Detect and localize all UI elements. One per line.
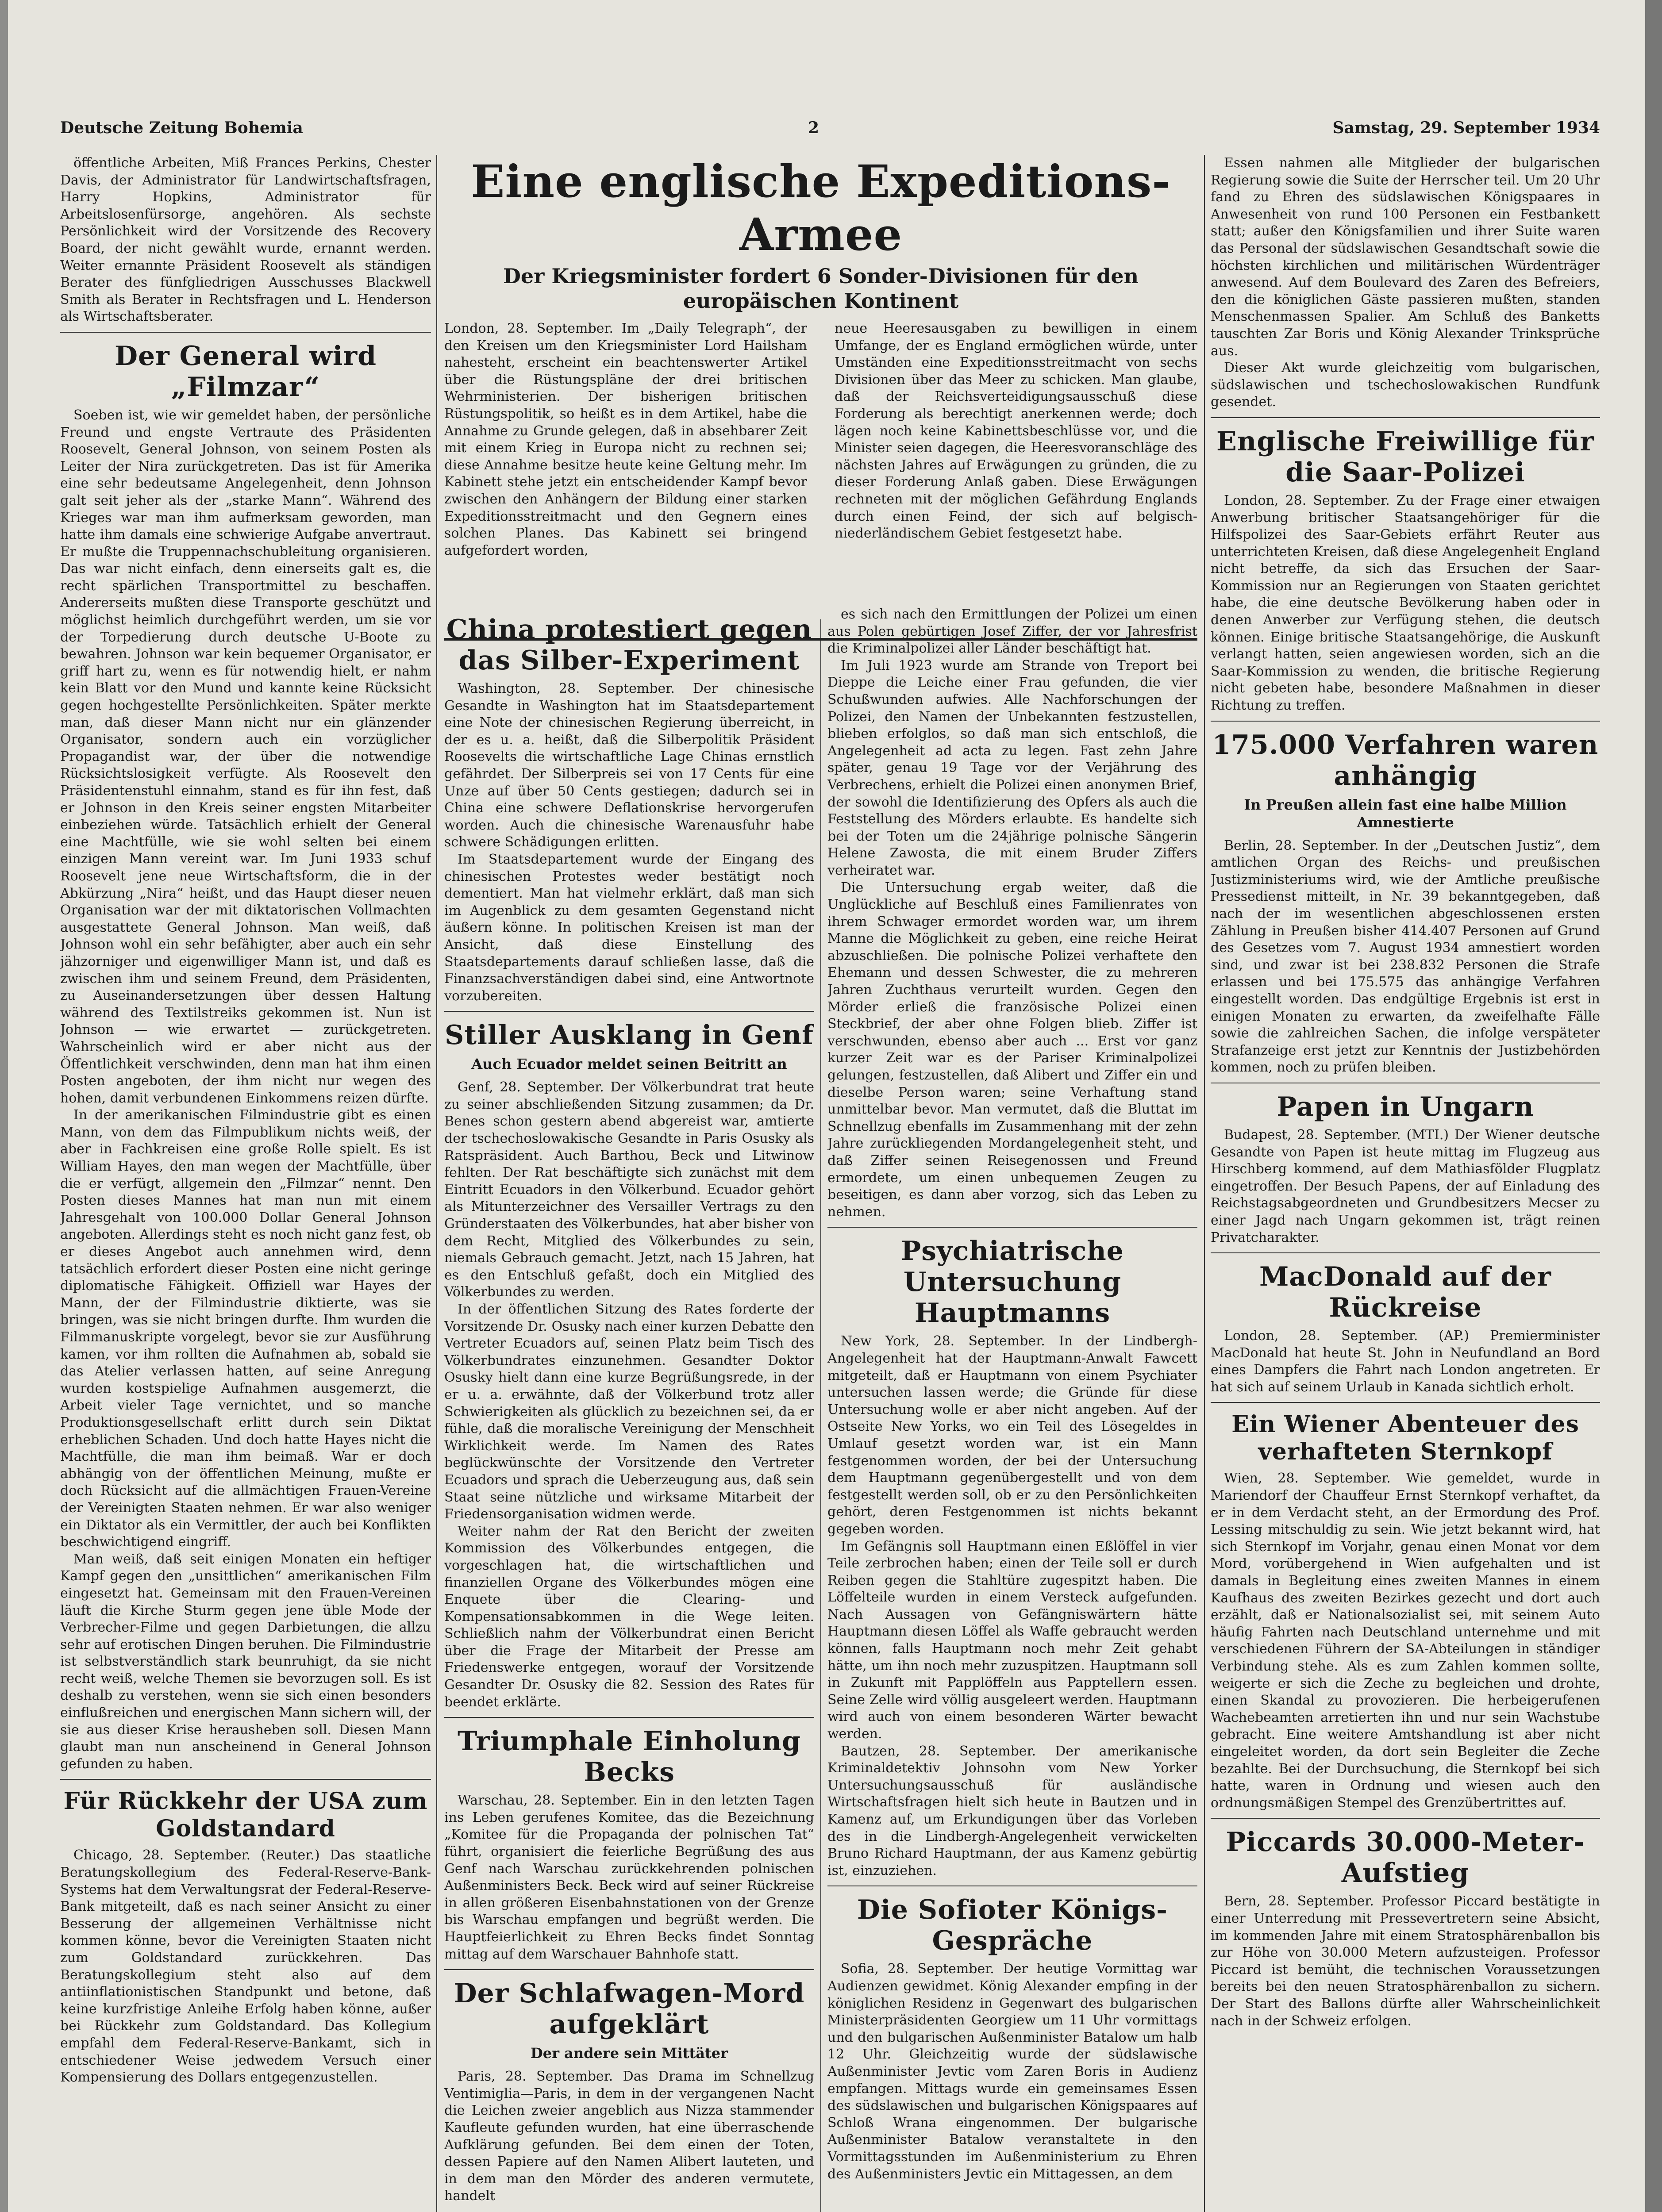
scan-edge	[1645, 0, 1662, 2212]
article-headline: Englische Freiwillige für die Saar-Polizei	[1216, 426, 1594, 488]
column-4	[1211, 155, 1600, 2212]
article-paragraph: New York, 28. September. In der Lindbergh-Angelegenheit hat der Hauptmann-Anwalt Fawcett mitgeteilt, daß er Hauptmann von einem Psychiater untersuchen lassen werde; die Gründe für diese Untersuchung wolle er aber nicht angeben. Auf der Ostseite New Yorks, wo ein Teil des Lösegeldes in Umlauf gesetzt worden war, ist ein Mann festgenommen worden, der bei der Untersuchung dem Hauptmann gegenübergestellt und von dem festgestellt werden soll, ob er zu den Persönlichkeiten gehört, deren Festgenommen ist nichts bekannt gegeben worden.	[827, 1333, 1197, 1537]
article-headline: Psychiatrische Untersuchung Hauptmanns	[901, 1236, 1124, 1329]
article-paragraph: Berlin, 28. September. In der „Deutschen Justiz“, dem amtlichen Organ des Reichs- und preußischen Justizministeriums wird, wie der Amtliche preußische Pressedienst mitteilt, in Nr. 39 bekanntgegeben, daß nach der im wesentlichen abgeschlossenen ersten Zählung in Preußen bisher 414.407 Personen auf Grund des Gesetzes vom 7. August 1934 amnestiert worden sind, und zwar ist bei 238.832 Personen die Strafe erlassen und bei 175.575 das anhängige Verfahren eingestellt worden. Das endgültige Ergebnis ist erst in einigen Monaten zu erwarten, da zweifelhafte Fälle sowie die zahlreichen Sachen, die infolge verspäteter Strafanzeige erst jetzt zur Kenntnis der Justizbehörden kommen, noch zu prüfen bleiben.	[1211, 837, 1600, 1075]
article-paragraph: Genf, 28. September. Der Völkerbundrat trat heute zu seiner abschließenden Sitzung zusammen; da Dr. Benes schon gestern abend abgereist war, amtierte der tschechoslowakische Gesandte in Paris Osusky als Ratspräsident. Auch Barthou, Beck und Litwinow fehlten. Der Rat beschäftigte sich zunächst mit dem Eintritt Ecuadors in den Völkerbund. Ecuador gehört als Mitunterzeichner des Versailler Vertrags zu den Gründerstaaten des Völkerbundes, hat aber bisher von dem Recht, Mitglied des Völkerbundes zu sein, niemals Gebrauch gemacht. Jetzt, nach 15 Jahren, hat es den Entschluß gefaßt, doch ein Mitglied des Völkerbundes zu werden.	[444, 1079, 814, 1300]
column-2	[444, 606, 814, 2212]
article-headline: Triumphale Einholung Becks	[458, 1726, 801, 1788]
article-headline: Die Sofioter Königs-Gespräche	[857, 1894, 1168, 1957]
divider	[1211, 1818, 1600, 1819]
article-headline: 175.000 Verfahren waren anhängig	[1212, 729, 1599, 791]
paper-name: Deutsche Zeitung Bohemia	[60, 119, 303, 137]
article-paragraph: In der öffentlichen Sitzung des Rates forderte der Vorsitzende Dr. Osusky nach einer kurzen Debatte den Vertreter Ecuadors auf, seinen Platz beim Tisch des Völkerbundrates einzunehmen. Gesandter Doktor Osusky hielt dann eine kurze Begrüßungsrede, in der er u. a. erwähnte, daß der Völkerbund trotz aller Schwierigkeiten als glücklich zu bezeichnen sei, da er fühle, daß die moralische Vereinigung der Menschheit Wirklichkeit werde. Im Namen des Rates beglückwünschte der Vorsitzende den Vertreter Ecuadors und sprach die Ueberzeugung aus, daß sein Staat seine nützliche und wirksame Mitarbeit der Friedensorganisation widmen werde.	[444, 1302, 814, 1522]
banner-headline: Eine englische Expeditions-Armee	[471, 155, 1171, 261]
article-subheadline: In Preußen allein fast eine halbe Million Amnestierte	[1244, 796, 1567, 831]
article-paragraph: Washington, 28. September. Der chinesische Gesandte in Washington hat im Staatsdepartement eine Note der chinesischen Regierung überreicht, in der es u. a. heißt, daß die Silberpolitik Präsident Roosevelts die wirtschaftliche Lage Chinas ernstlich gefährdet. Der Silberpreis sei von 17 Cents für eine Unze auf über 50 Cents gestiegen; dadurch sei in China eine schwere Deflationskrise hervorgerufen worden. Auch die chinesische Warenausfuhr habe schwere Schädigungen erlitten.	[444, 681, 814, 850]
divider	[444, 1011, 814, 1012]
article-headline: Für Rückkehr der USA zum Goldstandard	[63, 1788, 428, 1843]
article-paragraph: Weiter nahm der Rat den Bericht der zweiten Kommission des Völkerbundes entgegen, die vorgeschlagen hat, die wirtschaftlichen und finanziellen Organe des Völkerbundes mögen eine Enquete über die Clearing- und Kompensationsabkommen in die Wege leiten. Schließlich nahm der Völkerbundrat einen Bericht über die Frage der Mitarbeit der Presse am Friedenswerke entgegen, worauf der Vorsitzende Gesandter Dr. Osusky die 82. Session des Rates für beendet erklärte.	[444, 1523, 814, 1710]
column-rule	[436, 155, 437, 2212]
article-paragraph: Im Gefängnis soll Hauptmann einen Eßlöffel in vier Teile zerbrochen haben; einen der Teile soll er durch Reiben gegen die Stahltüre zugespitzt haben. Die Löffelteile wurden in einem Versteck aufgefunden. Nach Aussagen von Gefängniswärtern hätte Hauptmann diesen Löffel als Waffe gebraucht werden können, falls Hauptmann noch mehr Zeit gehabt hätte, um ihn noch mehr zuzuspitzen. Hauptmann soll in Zukunft mit Papplöffeln aus Papptellern essen. Seine Zelle wird völlig ausgeleert werden. Hauptmann wird auch von einem besonderen Wärter bewacht werden.	[827, 1538, 1197, 1742]
article-paragraph: Sofia, 28. September. Der heutige Vormittag war Audienzen gewidmet. König Alexander empfing in der königlichen Residenz in Gegenwart des bulgarischen Ministerpräsidenten Georgiew um 11 Uhr vormittags und den bulgarischen Außenminister Batalow um halb 12 Uhr. Gleichzeitig wurde der südslawische Außenminister Jevtic vom Zaren Boris in Audienz empfangen. Mittags wurde ein gemeinsames Essen des südslawischen und bulgarischen Königspaares auf Schloß Wrana eingenommen. Der bulgarische Außenminister Batalow veranstaltete in den Vormittagsstunden im Außenministerium zu Ehren des Außenministers Jevtic ein Mittagessen, an dem	[827, 1961, 1197, 2182]
issue-date: Samstag, 29. September 1934	[1332, 119, 1600, 137]
article-paragraph: Budapest, 28. September. (MTI.) Der Wiener deutsche Gesandte von Papen ist heute mittag im Flugzeug aus Hirschberg kommend, auf dem Mathiasfölder Flugplatz eingetroffen. Der Besuch Papens, der auf Einladung des Reichstagsabgeordneten und Grundbesitzers Mecser zu einer Jagd nach Ungarn gekommen ist, trägt reinen Privatcharakter.	[1211, 1127, 1600, 1245]
article-paragraph: In der amerikanischen Filmindustrie gibt es einen Mann, von dem das Filmpublikum nichts weiß, der aber in Fachkreisen eine große Rolle spielt. Es ist William Hayes, den man wegen der Machtfülle, über die er verfügt, allgemein den „Filmzar“ nennt. Den Posten dieses Mannes hat man nun mit einem Jahresgehalt von 100.000 Dollar General Johnson angeboten. Allerdings steht es noch nicht ganz fest, ob er dieses Angebot auch annehmen wird, denn tatsächlich erfordert dieser Posten eine nicht geringe diplomatische Fähigkeit. Offiziell war Hayes der Mann, der der Filmindustrie diktierte, was sie bringen, was sie nicht bringen durfte. Ihm wurden die Filmmanuskripte vorgelegt, bevor sie zur Ausführung kamen, vor ihm rollten die Aufnahmen ab, sobald sie das Atelier verlassen hatten, auf seine Anregung wurden kostspielige Aufnahmen ausgemerzt, die Arbeit vieler Tage vernichtet, und so manche Produktionsgesellschaft erlitt durch sein Diktat erheblichen Schaden. Und doch hatte Hayes nicht die Machtfülle, die man ihm beimaß. War er doch abhängig von der öffentlichen Meinung, mußte er doch Rücksicht auf die allmächtigen Frauen-Vereine der Vereinigten Staaten nehmen. Er war also weniger ein Diktator als ein Vermittler, der auch bei Konflikten beschwichtigend eingriff.	[60, 1107, 431, 1550]
article-headline: Stiller Ausklang in Genf	[445, 1020, 814, 1051]
article-paragraph: London, 28. September. Zu der Frage einer etwaigen Anwerbung britischer Staatsangehöriger für die Hilfspolizei des Saar-Gebiets erfährt Reuter aus unterrichteten Kreisen, daß diese Angelegenheit England nicht betreffe, da sich das Ersuchen der Saar-Kommission nur an Regierungen von Staaten gerichtet habe, die eine deutsche Bevölkerung haben oder in denen Anwerber zur Verfügung stehen, die deutsch können. Einige britische Staatsangehörige, die Auskunft verlangt hatten, seien angewiesen worden, sich an die Saar-Kommission zu wenden, die britische Regierung nicht gebeten habe, besondere Maßnahmen in dieser Richtung zu treffen.	[1211, 492, 1600, 714]
divider	[60, 332, 431, 333]
article-subheadline: Der andere sein Mittäter	[530, 2045, 728, 2062]
divider	[60, 1779, 431, 1780]
divider	[444, 1717, 814, 1718]
article-paragraph: Dieser Akt wurde gleichzeitig vom bulgarischen, südslawischen und tschechoslowakischen Rundfunk gesendet.	[1211, 360, 1600, 410]
page-number: 2	[808, 119, 819, 137]
article-paragraph: London, 28. September. (AP.) Premierminister MacDonald hat heute St. John in Neufundland an Bord eines Dampfers die Fahrt nach London angetreten. Er hat sich auf seinem Urlaub in Kanada sichtlich erholt.	[1211, 1328, 1600, 1395]
banner-subheadline: Der Kriegsminister fordert 6 Sonder-Divisionen für den europäischen Kontinent	[503, 264, 1139, 313]
article-paragraph: Chicago, 28. September. (Reuter.) Das staatliche Beratungskollegium des Federal-Reserve-Bank-Systems hat dem Verwaltungsrat der Federal-Reserve-Bank mitgeteilt, daß es nach seiner Ansicht zu einer Besserung der allgemeinen Verhältnisse nicht kommen könne, bevor die Vereinigten Staaten nicht zum Goldstandard zurückkehren. Das Beratungskollegium steht also auf dem antiinflationistischen Standpunkt und betone, daß keine kurzfristige Anleihe Erfolg haben könne, außer bei Rückkehr zum Goldstandard. Das Kollegium empfahl dem Federal-Reserve-Bankamt, sich in entschiedener Weise jedwedem Versuch einer Kompensierung des Dollars entgegenzustellen.	[60, 1847, 431, 2085]
article-paragraph: Paris, 28. September. Das Drama im Schnellzug Ventimiglia—Paris, in dem in der vergangenen Nacht die Leichen zweier angeblich aus Nizza stammender Kaufleute gefunden wurden, hat eine überraschende Aufklärung gefunden. Bei dem einen der Toten, dessen Papiere auf den Namen Alibert lauteten, und in dem man den Mörder des anderen vermutete, handelt	[444, 2069, 814, 2204]
article-paragraph: Im Juli 1923 wurde am Strande von Treport bei Dieppe die Leiche einer Frau gefunden, die vier Schußwunden aufwies. Alle Nachforschungen der Polizei, den Namen der Unbekannten festzustellen, blieben erfolglos, so daß man sich entschloß, die Angelegenheit ad acta zu legen. Fast zehn Jahre später, genau 19 Tage vor der Verjährung des Verbrechens, erhielt die Polizei einen anonymen Brief, der sowohl die Identifizierung des Opfers als auch die Feststellung des Mörders erlaubte. Es handelte sich bei der Toten um die 24jährige polnische Sängerin Helene Zawosta, die mit einem Bruder Ziffers verheiratet war.	[827, 657, 1197, 878]
article-paragraph: Bautzen, 28. September. Der amerikanische Kriminaldetektiv Johnsohn vom New Yorker Untersuchungsausschuß für ausländische Wirtschaftsfragen hielt sich heute in Bautzen und in Kamenz auf, um Erkundigungen über das Vorleben des in die Lindbergh-Angelegenheit verwickelten Bruno Richard Hauptmann, der aus Kamenz gebürtig ist, einzuziehen.	[827, 1743, 1197, 1878]
article-paragraph: Warschau, 28. September. Ein in den letzten Tagen ins Leben gerufenes Komitee, das die Bezeichnung „Komitee für die Propaganda der polnischen Tat“ führt, organisiert die feierliche Begrüßung des aus Genf nach Warschau zurückkehrenden polnischen Außenministers Beck. Beck wird auf seiner Rückreise in allen größeren Eisenbahnstationen von der Grenze bis Warschau empfangen und begrüßt werden. Die Hauptfeierlichkeit zu Ehren Becks findet Sonntag mittag auf dem Warschauer Bahnhofe statt.	[444, 1793, 814, 1962]
article-paragraph: Die Untersuchung ergab weiter, daß die Unglückliche auf Beschluß eines Familienrates von ihrem Schwager ermordet worden war, um ihrem Manne die Möglichkeit zu geben, eine reiche Heirat abzuschließen. Die polnische Polizei verhaftete den Ehemann und dessen Schwester, die zu mehreren Jahren Zuchthaus verurteilt wurden. Gegen den Mörder erließ die französische Polizei einen Steckbrief, der aber ohne Folgen blieb. Ziffer ist verschwunden, ebenso aber auch ... Erst vor ganz kurzer Zeit war es der Pariser Kriminalpolizei gelungen, festzustellen, daß Alibert und Ziffer ein und dieselbe Person waren; seine Verhaftung stand unmittelbar bevor. Man vermutet, daß die Bluttat im Schnellzug ebenfalls im Zusammenhang mit der zehn Jahre zurückliegenden Mordangelegenheit steht, und daß Ziffer seinen Reisegenossen und Freund ermordete, um einen unbequemen Zeugen zu beseitigen, es dann aber vorzog, sich das Leben zu nehmen.	[827, 879, 1197, 1220]
article-headline: China protestiert gegen das Silber-Experiment	[446, 614, 812, 676]
divider	[1211, 417, 1600, 418]
divider	[827, 1227, 1197, 1228]
column-rule	[820, 619, 821, 2212]
article-subheadline: Auch Ecuador meldet seinen Beitritt an	[471, 1056, 787, 1073]
article-continuation: öffentliche Arbeiten, Miß Frances Perkins, Chester Davis, der Administrator für Landwirtschaftsfragen, Harry Hopkins, Administrator für Arbeitslosenfürsorge, angehören. Als sechste Persönlichkeit wird der Vorsitzende des Recovery Board, der nicht gewählt wurde, ernannt werden. Weiter ernannte Präsident Roosevelt als ständigen Berater des fünfgliedrigen Ausschusses Blackwell Smith als Berater in Rechtsfragen und L. Henderson als Wirtschaftsberater.	[60, 155, 431, 325]
article-paragraph: Wien, 28. September. Wie gemeldet, wurde in Mariendorf der Chauffeur Ernst Sternkopf verhaftet, da er in dem Verdacht steht, an der Ermordung des Prof. Lessing mitschuldig zu sein. Wie jetzt bekannt wird, hat sich Sternkopf im Vorjahr, genau einen Monat vor dem Mord, vorübergehend in Wien aufgehalten und ist damals in Begleitung eines zweiten Mannes in einem Kaufhaus des zweiten Bezirkes gezecht und dort auch erzählt, daß er Nationalsozialist sei, mit seinem Auto häufig Fahrten nach Deutschland unternehme und mit verschiedenen Führern der SA-Abteilungen in ständiger Verbindung stehe. Als es zum Zahlen kommen sollte, weigerte er sich die Zeche zu begleichen und drohte, einen Skandal zu provozieren. Die herbeigerufenen Wachebeamten arretierten ihn und nur sein Wachstube gebracht. Eine weitere Amtshandlung ist aber nicht eingeleitet worden, da dort sein Begleiter die Zeche bezahlte. Bei der Durchsuchung, die Sternkopf bei sich hatte, waren in Ordnung und wiesen auch den ordnungsmäßigen Stempel des Grenzübertrittes auf.	[1211, 1471, 1600, 1811]
banner-article	[444, 155, 1197, 606]
column-1	[60, 155, 431, 2212]
article-headline: Der Schlafwagen-Mord aufgeklärt	[454, 1978, 805, 2040]
article-paragraph: Bern, 28. September. Professor Piccard bestätigte in einer Unterredung mit Pressevertretern seine Absicht, im kommenden Jahre mit einem Stratosphärenballon bis zur Höhe von 30.000 Metern aufzusteigen. Professor Piccard ist bemüht, die technischen Voraussetzungen bereits bei den neuen Stratosphärenballon zu sichern. Der Start des Ballons dürfte aller Wahrscheinlichkeit nach in der Schweiz erfolgen.	[1211, 1893, 1600, 2029]
banner-text-left: London, 28. September. Im „Daily Telegraph“, der den Kreisen um den Kriegsminister Lord Hailsham nahesteht, erscheint ein beachtenswerter Artikel über die Rüstungspläne der drei britischen Wehrministerien. Der bisherigen britischen Rüstungspolitik, so heißt es in dem Artikel, habe die Annahme zu Grunde gelegen, daß in absehbarer Zeit mit einem Krieg in Europa nicht zu rechnen sei; diese Annahme besitze heute keine Geltung mehr. Im Kabinett stehe jetzt ein entscheidender Kampf bevor zwischen den Anhängern der Bildung einer starken Expeditionsstreitmacht und den Gegnern eines solchen Planes. Das Kabinett sei bringend aufgefordert worden,	[444, 321, 807, 558]
article-headline: Piccards 30.000-Meter-Aufstieg	[1226, 1827, 1585, 1889]
column-rule	[1204, 155, 1205, 2212]
article-paragraph: Soeben ist, wie wir gemeldet haben, der persönliche Freund und engste Vertraute des Präsidenten Roosevelt, General Johnson, von seinem Posten als Leiter der Nira zurückgetreten. Das ist für Amerika eine sehr bedeutsame Angelegenheit, denn Johnson galt seit jeher als der „starke Mann“. Während des Krieges war man ihm aufmerksam geworden, man hatte ihm damals eine schwierige Aufgabe anvertraut. Er mußte die Truppennachschubleitung organisieren. Das war nicht einfach, denn einerseits galt es, die recht spärlichen Transportmittel zu beschaffen. Andererseits mußten diese Transporte geschützt und möglichst heimlich durchgeführt werden, um sie vor der Torpedierung durch deutsche U-Boote zu bewahren. Johnson war kein bequemer Organisator, er griff hart zu, wenn es für notwendig hielt, er nahm kein Blatt vor den Mund und kannte keine Rücksicht gegen hochgestellte Persönlichkeiten. Später merkte man, daß dieser Mann nicht nur ein glänzender Organisator, sondern auch ein vorzüglicher Propagandist war, der über die notwendige Rücksichtslosigkeit verfügte. Als Roosevelt den Präsidentenstuhl einnahm, stand es für ihn fest, daß er Johnson in den Kreis seiner engsten Mitarbeiter einbeziehen würde. Tatsächlich erhielt der General eine Machtfülle, wie sie wohl selten bei einem einzigen Mann vereint war. Im Juni 1933 schuf Roosevelt jene neue Wirtschaftsform, die in der Abkürzung „Nira“ heißt, und das Haupt dieser neuen Organisation war der mit diktatorischen Vollmachten ausgestattete General Johnson. Man weiß, daß Johnson wohl ein sehr befähigter, aber auch ein sehr jähzorniger und eigenwilliger Mann ist, und daß es zwischen ihm und seinem Freund, dem Präsidenten, zu Auseinandersetzungen über dessen Haltung während des Textilstreiks gekommen ist. Nun ist Johnson — wie erwartet — zurückgetreten. Wahrscheinlich wird er aber nicht aus der Öffentlichkeit verschwinden, denn man hat ihm einen Posten angeboten, der ihm nicht nur wegen des hohen, damit verbundenen Einkommens reizen dürfte.	[60, 407, 431, 1106]
article-headline: Der General wird „Filmzar“	[114, 340, 377, 403]
divider	[1211, 721, 1600, 722]
newspaper-page	[8, 0, 1645, 2212]
divider	[1211, 1402, 1600, 1403]
article-continuation: Essen nahmen alle Mitglieder der bulgarischen Regierung sowie die Suite der Herrscher teil. Um 20 Uhr fand zu Ehren des südslawischen Königspaares in Anwesenheit von rund 100 Personen ein Festbankett statt; außer den Königsfamilien und ihrer Suite waren das Personal der südslawischen Gesandtschaft sowie die höchsten kirchlichen und militärischen Würdenträger anwesend. Auf dem Boulevard des Zaren des Befreiers, den die königlichen Gäste passieren mußten, standen Menschenmassen Spalier. Am Schluß des Banketts tauschten Zar Boris und König Alexander Trinksprüche aus.	[1211, 155, 1600, 359]
article-paragraph: Man weiß, daß seit einigen Monaten ein heftiger Kampf gegen den „unsittlichen“ amerikanischen Film eingesetzt hat. Gemeinsam mit den Frauen-Vereinen läuft die Kirche Sturm gegen jene üble Mode der Verbrecher-Filme und gegen Darbietungen, die allzu sehr auf erotischen Dingen beruhen. Die Filmindustrie ist selbstverständlich stark beunruhigt, da sie nicht recht weiß, welche Themen sie bevorzugen soll. Es ist deshalb zu verstehen, wenn sie sich einen besonders einflußreichen und energischen Mann sichern will, der sie aus dieser Krise herausheben soll. Diesen Mann glaubt man nun anscheinend in General Johnson gefunden zu haben.	[60, 1551, 431, 1772]
divider	[444, 1969, 814, 1970]
column-3	[827, 606, 1197, 2212]
divider	[1211, 1252, 1600, 1253]
article-headline: MacDonald auf der Rückreise	[1259, 1261, 1551, 1324]
banner-text-right: neue Heeresausgaben zu bewilligen in einem Umfange, der es England ermöglichen würde, unter Umständen eine Expeditionsstreitmacht von sechs Divisionen über das Meer zu schicken. Man glaube, daß der Reichsverteidigungsausschuß diese Forderung als berechtigt anerkennen werde; doch lägen noch keine Kabinettsbeschlüsse vor, und die Minister seien dagegen, die Heeresvoranschläge des nächsten Jahres auf Erwägungen zu gründen, die zu dieser Forderung Anlaß gaben. Diese Erwägungen rechneten mit der möglichen Gefährdung Englands durch einen Feind, der sich auf belgisch-niederländischem Gebiet festgesetzt habe.	[835, 321, 1197, 541]
article-paragraph: Im Staatsdepartement wurde der Eingang des chinesischen Protestes weder bestätigt noch dementiert. Man hat vielmehr erklärt, daß man sich im Augenblick zu dem gesamten Gegenstand nicht äußern könne. In politischen Kreisen ist man der Ansicht, daß diese Einstellung des Staatsdepartements darauf schließen lasse, daß die Finanzsachverständigen dabei sind, eine Antwortnote vorzubereiten.	[444, 851, 814, 1004]
article-headline: Ein Wiener Abenteuer des verhafteten Sternkopf	[1231, 1411, 1579, 1466]
article-headline: Papen in Ungarn	[1277, 1091, 1534, 1122]
page-header	[60, 119, 1600, 145]
article-continuation: es sich nach den Ermittlungen der Polizei um einen aus Polen gebürtigen Josef Ziffer, der vor Jahresfrist die Kriminalpolizei aller Länder beschäftigt hat.	[827, 607, 1197, 657]
